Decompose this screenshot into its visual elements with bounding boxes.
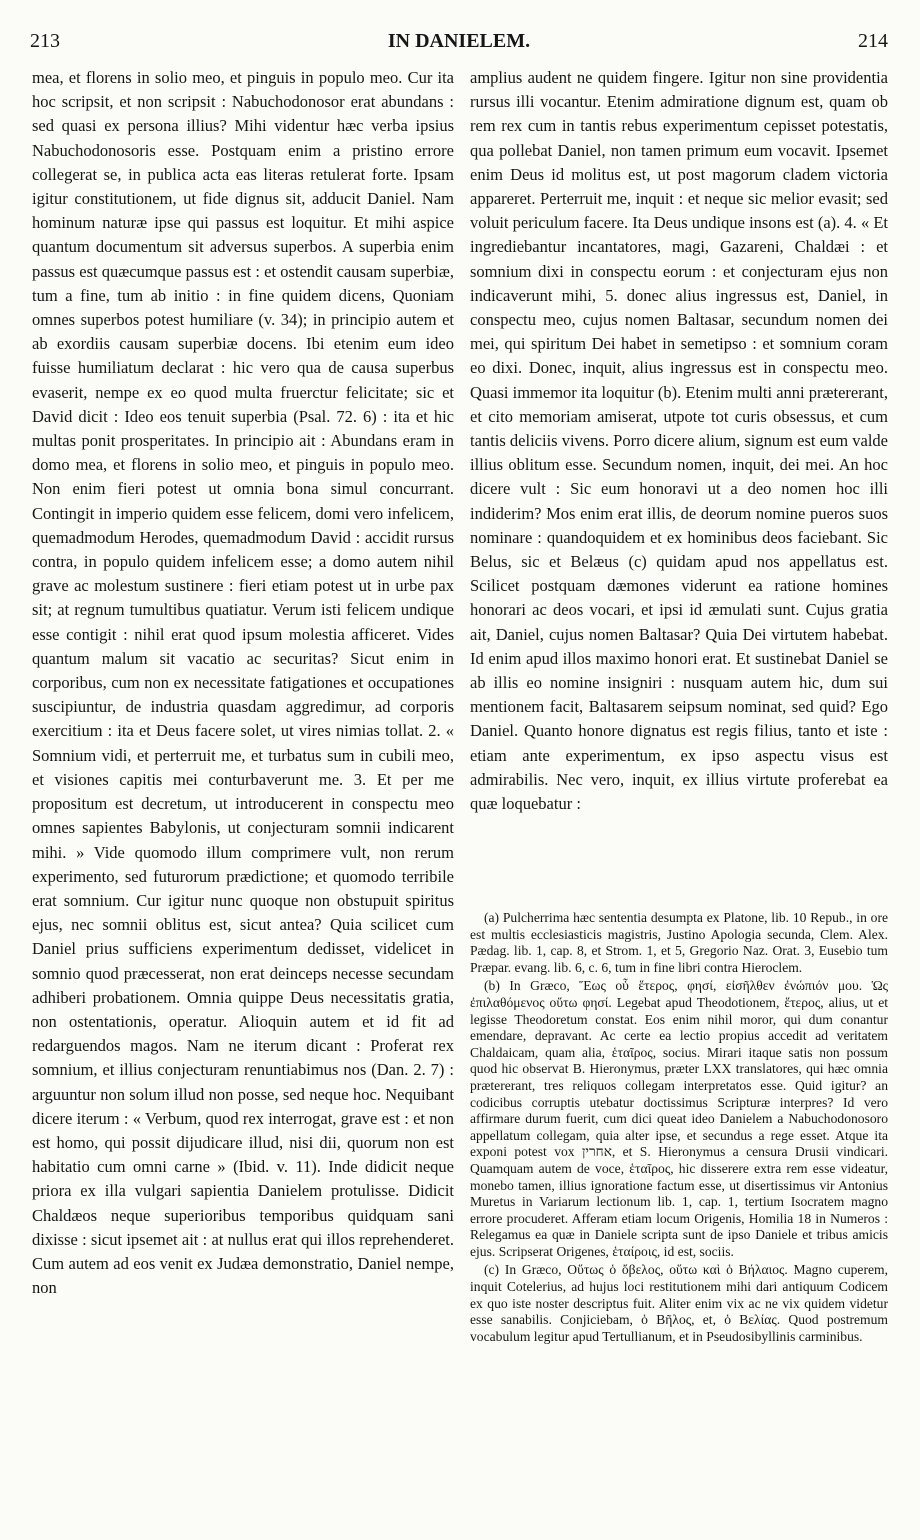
footnote-a: (a) Pulcherrima hæc sententia desumpta ex Platone, lib. 10 Repub., in ore est multis ecclesiasticis magistris, Justino Apologia secunda, Clem. Alex. Pædag. lib. 1, cap. 8, et Strom. 1, et 5, Gregorio Naz. Orat. 3, Eusebio tum Præpar. evang. lib. 6, c. 6, tum in fine libri contra Hieroclem.	[470, 910, 888, 975]
running-header	[30, 30, 888, 56]
page-number-right: 214	[858, 30, 888, 52]
page-number-left: 213	[30, 30, 60, 52]
right-column-text: amplius audent ne quidem fingere. Igitur non sine providentia rursus illi vocantur. Etenim admiratione dignum est, quam ob rem rex cum in tantis rebus experimentum cepisset potestatis, qua pollebat Daniel, non tamen primum eum vocavit. Ipsemet enim Deus id molitus est, ut post magorum cladem victoria appareret. Perterruit me, inquit : et neque sic melior evasit; sed voluit periculum facere. Ita Deus undique insons est (a). 4. « Et ingrediebantur incantatores, magi, Gazareni, Chaldæi : et somnium dixi in conspectu eorum : et conjecturam ejus non indicaverunt mihi, 5. donec alius ingressus est, Daniel, in conspectu meo, cujus nomen Baltasar, secundum nomen dei mei, qui spiritum Dei habet in semetipso : et somnium coram eo dixi. Donec, inquit, alius ingressus est in conspectu meo. Quasi immemor ita loquitur (b). Etenim multi anni prætererant, et cito memoriam amiserat, utpote tot curis obsessus, et cum tantis deliciis vivens. Porro dicere alium, signum est eum valde illius oblitum esse. Secundum nomen, inquit, dei mei. An hoc dicere vult : Sic eum honoravi ut a deo nomen hoc illi indiderim? Mos enim erat illis, de deorum nomine pueros suos nominare : quandoquidem et ex hominibus deos faciebant. Sic Belus, sic et Belæus (c) quidam apud nos appellatus est. Scilicet postquam dæmones viderunt ea ratione homines honorari ac deos vocari, et ipsi id æmulati sunt. Cujus gratia ait, Daniel, cujus nomen Baltasar? Quia Dei virtutem habebat. Id enim apud illos maximo honori erat. Et sustinebat Daniel se ab illis eo nomine insigniri : nusquam autem hic, dum sui mentionem facit, Baltasarem seipsum nominat, sed quid? Ego Daniel. Quanto honore dignatus est regis filius, tanto et iste : etiam ante experimentum, ex ipso aspectu visus est admirabilis. Nec vero, inquit, ex illius virtute proferebat ea quæ loquebatur :	[470, 68, 888, 814]
footnote-c: (c) In Græco, Οὕτως ὁ ὄβελος, οὕτω καὶ ὁ Βήλαιος. Magno cuperem, inquit Cotelerius, ad hujus loci restitutionem mihi dari antiquum Codicem ex quo iste noster descriptus fuit. Aliter enim vix ac ne vix quidem videtur esse sanabilis. Conjiciebam, ὁ Βῆλος, et, ὁ Βελίας. Quod postremum vocabulum legitur apud Tertullianum, et in Pseudosibyllinis carminibus.	[470, 1262, 888, 1344]
running-title: IN DANIELEM.	[387, 30, 531, 52]
footnote-b: (b) In Græco, Ἕως οὗ ἕτερος, φησί, εἰσῆλθεν ἐνώπιόν μου. Ὡς ἐπιλαθόμενος οὕτω φησί. Legebat apud Theodotionem, ἕτερος, alius, ut et legisse Theodoretum constat. Eos enim nihil moror, qui dum conantur emendare, depravant. Ac certe ea lectio propius accedit ad veritatem Chaldaicam, quam alia, ἑταῖρος, socius. Mirari itaque satis non possum quod hic observat B. Hieronymus, præter LXX translatores, qui hæc omnia prætererant, tres reliquos collegam interpretatos esse. Quid igitur? an codicibus corruptis utebatur doctissimus Scripturæ interpres? Id vero affirmare durum fuerit, cum dici queat ideo Danielem a Nabuchodonosoro appellatum collegam, quia alter ipse, et secundus a rege esset. Atque ita exponi potest vox אחרין, et S. Hieronymus a censura Drusii vindicari. Quamquam autem de voce, ἑταῖρος, hic disserere extra rem esse videatur, monebo tamen, illius ignoratione factum esse, ut disertissimus vir Antonius Muretus in Variarum lectionum lib. 1, cap. 1, tertium Isocratem magno errore procuderet. Afferam etiam locum Origenis, Homilia 18 in Numeros : Relegamus ea quæ in Daniele scripta sunt de ipso Daniele et tribus amicis ejus. Scripserat Origenes, ἑταίροις, id est, sociis.	[470, 978, 889, 1259]
left-column-text: mea, et florens in solio meo, et pinguis in populo meo. Cur ita hoc scripsit, et non scripsit : Nabuchodonosor erat abundans : sed quasi ex persona illius? Mihi videntur hæc verba ipsius Nabuchodonosoris esse. Postquam enim a pristino errore collegerat se, in publica acta eas literas retulerat forte. Ipsam igitur constitutionem, ut fide dignus sit, adducit Daniel. Nam hominum naturæ ipse qui passus est loquitur. Et mihi aspice quantum documentum sit adversus superbos. A superbia enim passus est quæcumque passus est : et ostendit causam superbiæ, tum a fine, tum ab initio : in fine quidem dicens, Quoniam omnes superbos potest humiliare (v. 34); in principio autem et ab exordiis causam superbiæ docens. Ibi etenim eum ideo fuisse humiliatum declarat : hic vero qua de causa superbus evaserit, nempe ex eo quod multa fruerctur felicitate; sic et David dicit : Ideo eos tenuit superbia (Psal. 72. 6) : ita et hic multas ponit prosperitates. In principio ait : Abundans eram in domo mea, et florens in solio meo, et pinguis in populo meo. Non enim fieri potest ut omnia bona simul concurrant. Contingit in imperio quidem esse felicem, domi vero infelicem, quemadmodum Herodes, quemadmodum David : accidit rursus contra, in populo quidem infelicem esse; a domo autem nihil grave ac molestum sustinere : fieri etiam potest ut in urbe pax sit; at regnum tumultibus quatiatur. Verum isti felicem undique esse contigit : nihil erat quod ipsum molestia afficeret. Vides quantum malum sit vacatio ac securitas? Sicut enim in corporibus, cum non ex necessitate fatigationes et occupationes suscipiuntur, de industria quasdam aggredimur, ad corporis exercitium : ita et Deus facere solet, ut vires nimias tollat. 2. « Somnium vidi, et perterruit me, et turbatus sum in cubili meo, et visiones capitis mei conturbaverunt me. 3. Et per me propositum est decretum, ut introducerent in conspectu meo omnes sapientes Babylonis, ut conjecturam somnii indicarent mihi. » Vide quomodo illum comprimere vult, non rerum experimento, sed futurorum prædictione; et quomodo terribile erat somnium. Cur igitur nunc quoque non obstupuit spiritus ejus, nec somnii oblitus est, sicut antea? Quia scilicet cum Daniel prius sufficiens experimentum dedisset, videlicet in somnio quod præcesserat, non erat deinceps necesse secundam adhiberi probationem. Omnia quippe Deus necessitatis gratia, non ostentationis, operatur. Alioquin autem et id fit ad redarguendos magos. Nam ne iterum dicant : Proferat rex somnium, et illius conjecturam renuntiabimus nos (Dan. 2. 7) : arguuntur non solum illud non posse, sed neque hoc. Nequibant dicere iterum : « Verbum, quod rex interrogat, grave est : et non est homo, qui possit dijudicare illud, nisi dii, quorum non est habitatio cum omni carne » (Ibid. v. 11). Inde didicit neque priora ex illa vulgari sapientia Danielem protulisse. Didicit Chaldæos neque superioribus temporibus quidquam sani dixisse : sicut ipsemet ait : at nullus erat qui illos reprehenderet. Cum autem ad eos venit ex Judæa demonstratio, Daniel nempe, non	[32, 68, 454, 1298]
footnotes	[470, 910, 888, 1347]
left-column	[32, 66, 454, 1300]
right-column	[470, 66, 888, 816]
